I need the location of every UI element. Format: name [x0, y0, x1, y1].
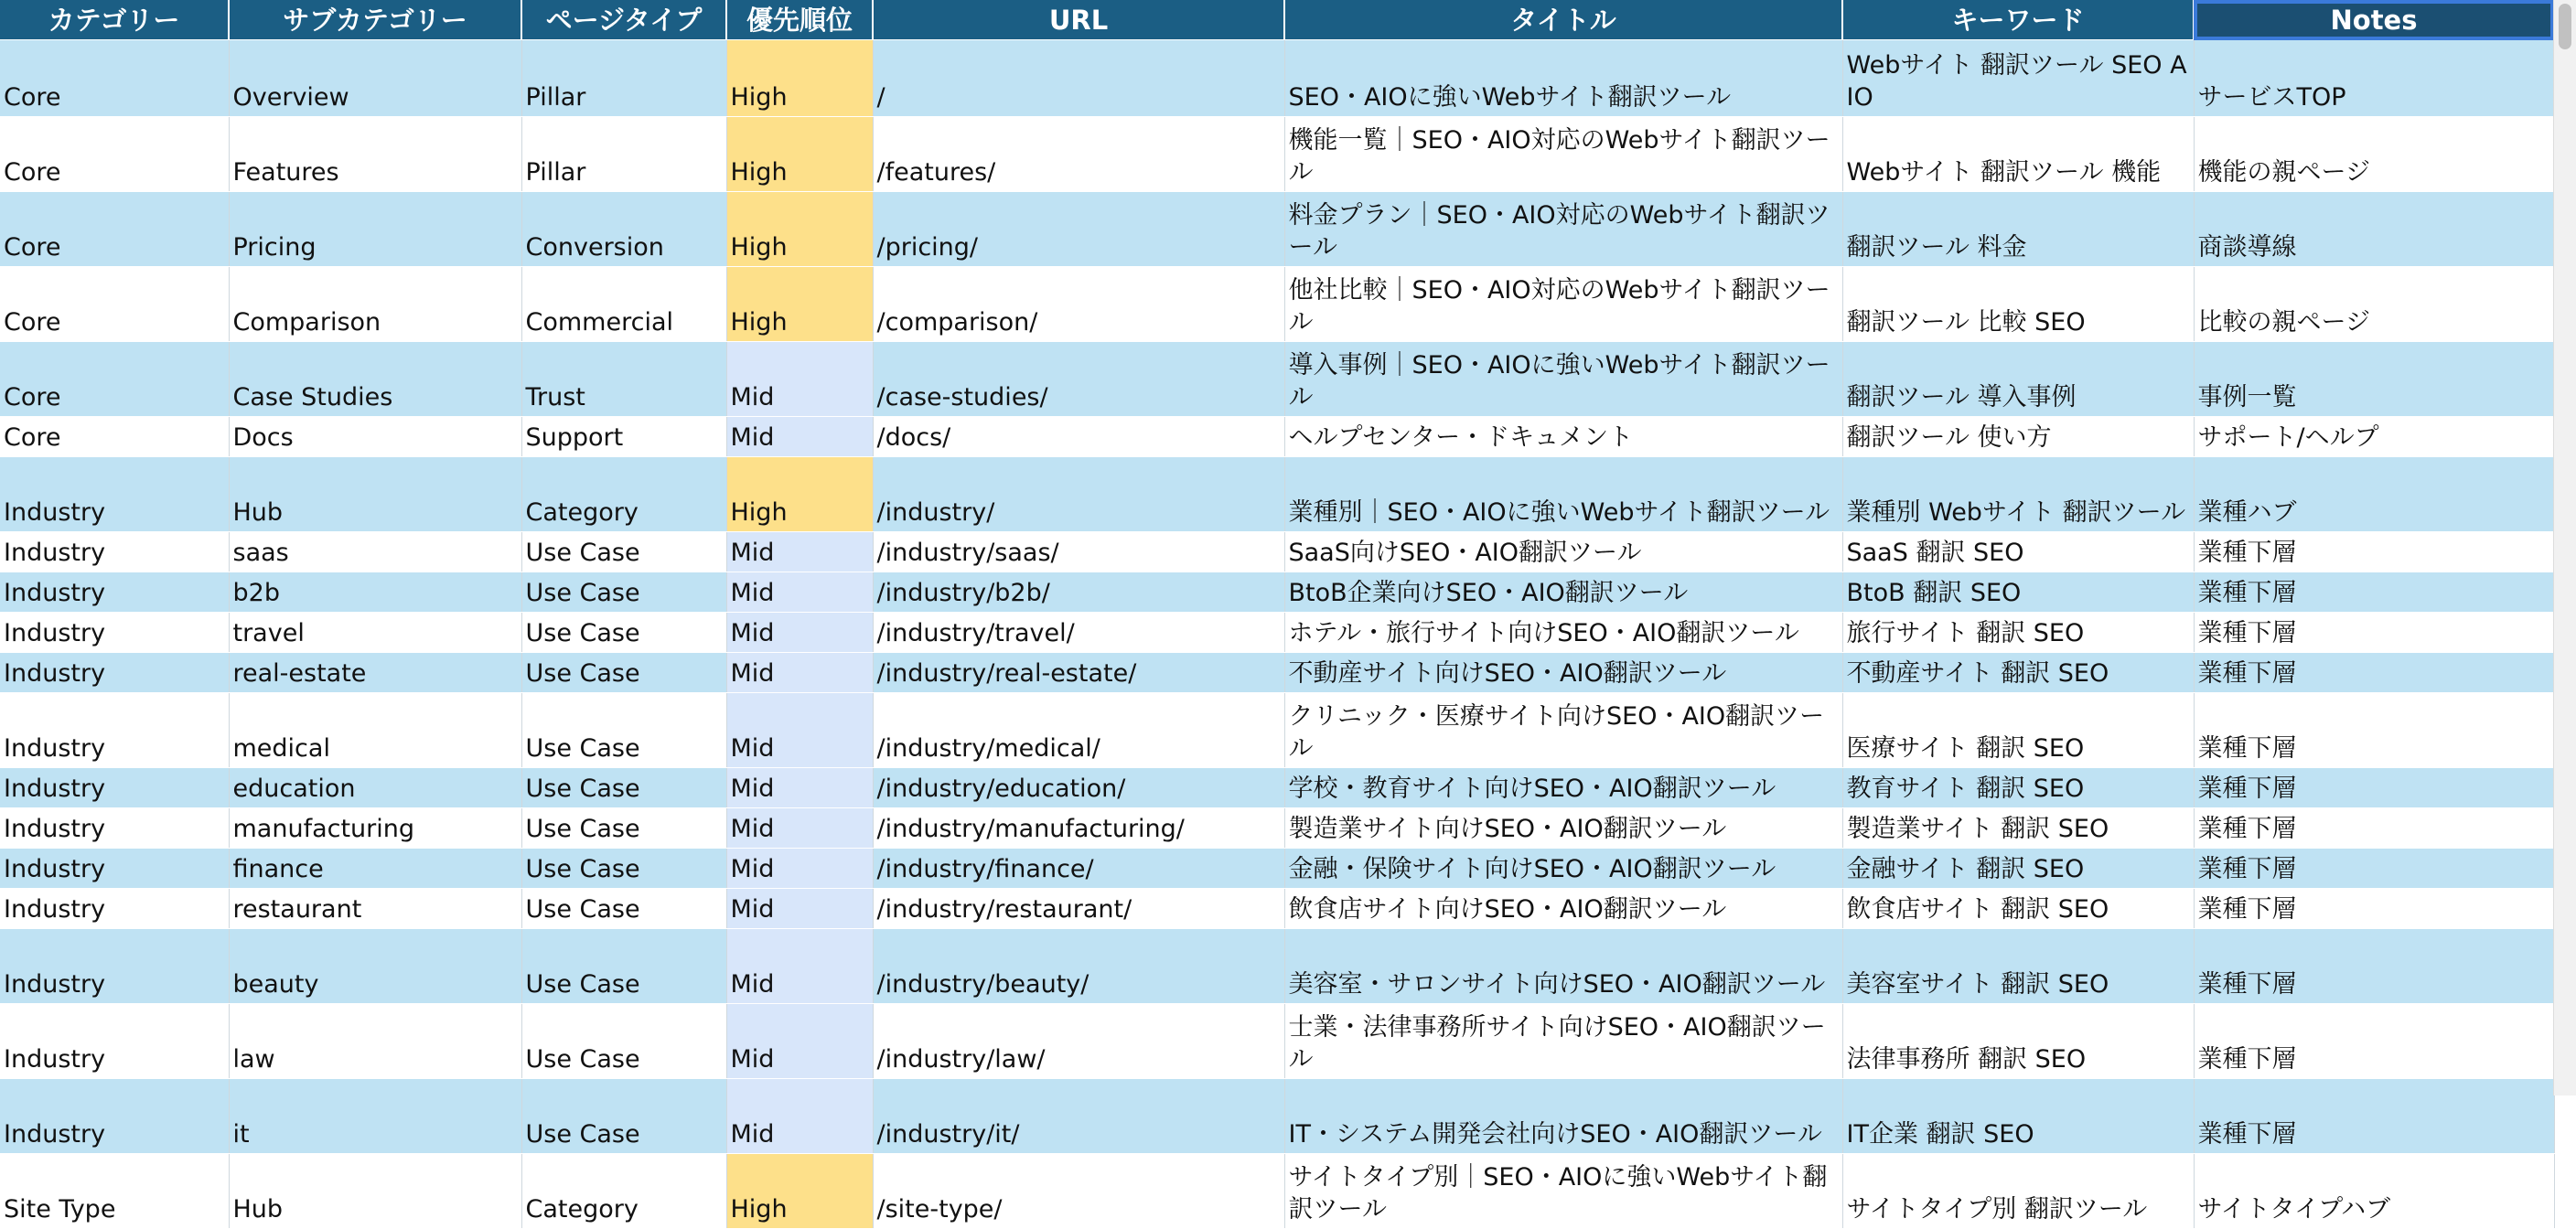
keywords-cell[interactable]: 医療サイト 翻訳 SEO [1842, 693, 2194, 768]
category-cell[interactable]: Industry [0, 929, 229, 1004]
url-cell[interactable]: /site-type/ [873, 1154, 1284, 1229]
category-cell[interactable]: Industry [0, 457, 229, 532]
notes-cell[interactable]: サポート/ヘルプ [2194, 417, 2554, 457]
table-row [0, 417, 2554, 457]
url-cell[interactable]: /industry/law/ [873, 1004, 1284, 1079]
subcategory-cell[interactable]: Features [229, 117, 521, 192]
table-row [0, 613, 2554, 653]
category-cell[interactable]: Core [0, 40, 229, 117]
notes-cell[interactable]: 業種下層 [2194, 889, 2554, 929]
table-row [0, 849, 2554, 889]
notes-cell[interactable]: 商談導線 [2194, 192, 2554, 267]
priority-cell[interactable]: Mid [726, 889, 873, 929]
table-row [0, 572, 2554, 613]
category-cell[interactable]: Industry [0, 613, 229, 653]
url-cell[interactable]: /industry/education/ [873, 768, 1284, 808]
table-body [0, 40, 2554, 1229]
category-cell[interactable]: Industry [0, 889, 229, 929]
url-cell[interactable]: /case-studies/ [873, 342, 1284, 417]
priority-cell[interactable]: Mid [726, 572, 873, 613]
page-type-cell[interactable]: Use Case [521, 1079, 726, 1154]
title-cell[interactable]: 飲食店サイト向けSEO・AIO翻訳ツール [1284, 889, 1842, 929]
header-keywords[interactable]: キーワード [1842, 0, 2194, 40]
subcategory-cell[interactable]: Hub [229, 1154, 521, 1229]
title-cell[interactable]: サイトタイプ別｜SEO・AIOに強いWebサイト翻訳ツール [1284, 1154, 1842, 1229]
header-url[interactable]: URL [873, 0, 1284, 40]
subcategory-cell[interactable]: Comparison [229, 267, 521, 342]
url-cell[interactable]: /industry/beauty/ [873, 929, 1284, 1004]
category-cell[interactable]: Industry [0, 572, 229, 613]
url-cell[interactable]: /industry/travel/ [873, 613, 1284, 653]
subcategory-cell[interactable]: law [229, 1004, 521, 1079]
page-type-cell[interactable]: Use Case [521, 768, 726, 808]
title-cell[interactable]: 士業・法律事務所サイト向けSEO・AIO翻訳ツール [1284, 1004, 1842, 1079]
title-cell[interactable]: 製造業サイト向けSEO・AIO翻訳ツール [1284, 808, 1842, 849]
title-cell[interactable]: 金融・保険サイト向けSEO・AIO翻訳ツール [1284, 849, 1842, 889]
header-row [0, 0, 2554, 40]
subcategory-cell[interactable]: real-estate [229, 653, 521, 693]
priority-cell[interactable]: Mid [726, 1079, 873, 1154]
category-cell[interactable]: Industry [0, 808, 229, 849]
header-notes[interactable]: Notes [2194, 0, 2554, 40]
subcategory-cell[interactable]: medical [229, 693, 521, 768]
category-cell[interactable]: Industry [0, 768, 229, 808]
keywords-cell[interactable]: 翻訳ツール 料金 [1842, 192, 2194, 267]
priority-cell[interactable]: Mid [726, 808, 873, 849]
subcategory-cell[interactable]: education [229, 768, 521, 808]
table-row [0, 1154, 2554, 1229]
table-row [0, 768, 2554, 808]
page-type-cell[interactable]: Use Case [521, 929, 726, 1004]
title-cell[interactable]: 料金プラン｜SEO・AIO対応のWebサイト翻訳ツール [1284, 192, 1842, 267]
page-type-cell[interactable]: Conversion [521, 192, 726, 267]
keywords-cell[interactable]: 業種別 Webサイト 翻訳ツール [1842, 457, 2194, 532]
priority-cell[interactable]: Mid [726, 342, 873, 417]
url-cell[interactable]: /industry/real-estate/ [873, 653, 1284, 693]
keywords-cell[interactable]: 旅行サイト 翻訳 SEO [1842, 613, 2194, 653]
category-cell[interactable]: Core [0, 267, 229, 342]
category-cell[interactable]: Core [0, 117, 229, 192]
subcategory-cell[interactable]: manufacturing [229, 808, 521, 849]
notes-cell[interactable]: 比較の親ページ [2194, 267, 2554, 342]
priority-cell[interactable]: Mid [726, 613, 873, 653]
subcategory-cell[interactable]: Docs [229, 417, 521, 457]
notes-cell[interactable]: 業種下層 [2194, 572, 2554, 613]
category-cell[interactable]: Industry [0, 653, 229, 693]
subcategory-cell[interactable]: Overview [229, 40, 521, 117]
keywords-cell[interactable]: SaaS 翻訳 SEO [1842, 532, 2194, 572]
page-type-cell[interactable]: Use Case [521, 572, 726, 613]
category-cell[interactable]: Industry [0, 532, 229, 572]
subcategory-cell[interactable]: travel [229, 613, 521, 653]
table-row [0, 1004, 2554, 1079]
priority-cell[interactable]: Mid [726, 929, 873, 1004]
url-cell[interactable]: /industry/finance/ [873, 849, 1284, 889]
vertical-scrollbar[interactable] [2553, 0, 2576, 1095]
keywords-cell[interactable]: Webサイト 翻訳ツール 機能 [1842, 117, 2194, 192]
notes-cell[interactable]: 業種下層 [2194, 768, 2554, 808]
table-row [0, 929, 2554, 1004]
title-cell[interactable]: 不動産サイト向けSEO・AIO翻訳ツール [1284, 653, 1842, 693]
notes-cell[interactable]: 機能の親ページ [2194, 117, 2554, 192]
subcategory-cell[interactable]: Pricing [229, 192, 521, 267]
notes-cell[interactable]: 業種下層 [2194, 808, 2554, 849]
title-cell[interactable]: 業種別｜SEO・AIOに強いWebサイト翻訳ツール [1284, 457, 1842, 532]
header-category[interactable]: カテゴリー [0, 0, 229, 40]
page-type-cell[interactable]: Use Case [521, 532, 726, 572]
category-cell[interactable]: Core [0, 342, 229, 417]
page-type-cell[interactable]: Pillar [521, 117, 726, 192]
notes-cell[interactable]: 業種下層 [2194, 1004, 2554, 1079]
title-cell[interactable]: 学校・教育サイト向けSEO・AIO翻訳ツール [1284, 768, 1842, 808]
page-type-cell[interactable]: Use Case [521, 1004, 726, 1079]
scrollbar-thumb[interactable] [2559, 4, 2571, 49]
table-row [0, 653, 2554, 693]
table-row [0, 117, 2554, 192]
title-cell[interactable]: IT・システム開発会社向けSEO・AIO翻訳ツール [1284, 1079, 1842, 1154]
subcategory-cell[interactable]: finance [229, 849, 521, 889]
header-title[interactable]: タイトル [1284, 0, 1842, 40]
notes-cell[interactable]: 業種下層 [2194, 532, 2554, 572]
category-cell[interactable]: Industry [0, 693, 229, 768]
priority-cell[interactable]: Mid [726, 417, 873, 457]
notes-cell[interactable]: 業種下層 [2194, 653, 2554, 693]
category-cell[interactable]: Core [0, 417, 229, 457]
header-page-type[interactable]: ページタイプ [521, 0, 726, 40]
url-cell[interactable]: /features/ [873, 117, 1284, 192]
page-type-cell[interactable]: Use Case [521, 693, 726, 768]
category-cell[interactable]: Industry [0, 1004, 229, 1079]
page-type-cell[interactable]: Commercial [521, 267, 726, 342]
url-cell[interactable]: /industry/saas/ [873, 532, 1284, 572]
keywords-cell[interactable]: IT企業 翻訳 SEO [1842, 1079, 2194, 1154]
table-row [0, 808, 2554, 849]
subcategory-cell[interactable]: b2b [229, 572, 521, 613]
subcategory-cell[interactable]: it [229, 1079, 521, 1154]
page-type-cell[interactable]: Support [521, 417, 726, 457]
priority-cell[interactable]: Mid [726, 653, 873, 693]
subcategory-cell[interactable]: restaurant [229, 889, 521, 929]
subcategory-cell[interactable]: Case Studies [229, 342, 521, 417]
notes-cell[interactable]: 業種下層 [2194, 929, 2554, 1004]
notes-cell[interactable]: サイトタイプハブ [2194, 1154, 2554, 1229]
notes-cell[interactable]: 業種下層 [2194, 693, 2554, 768]
table-row [0, 889, 2554, 929]
keywords-cell[interactable]: BtoB 翻訳 SEO [1842, 572, 2194, 613]
keywords-cell[interactable]: 製造業サイト 翻訳 SEO [1842, 808, 2194, 849]
title-cell[interactable]: クリニック・医療サイト向けSEO・AIO翻訳ツール [1284, 693, 1842, 768]
title-cell[interactable]: 美容室・サロンサイト向けSEO・AIO翻訳ツール [1284, 929, 1842, 1004]
title-cell[interactable]: 他社比較｜SEO・AIO対応のWebサイト翻訳ツール [1284, 267, 1842, 342]
url-cell[interactable]: /industry/manufacturing/ [873, 808, 1284, 849]
title-cell[interactable]: SaaS向けSEO・AIO翻訳ツール [1284, 532, 1842, 572]
page-type-cell[interactable]: Trust [521, 342, 726, 417]
priority-cell[interactable]: Mid [726, 1004, 873, 1079]
subcategory-cell[interactable]: Hub [229, 457, 521, 532]
page-type-cell[interactable]: Pillar [521, 40, 726, 117]
url-cell[interactable]: /industry/ [873, 457, 1284, 532]
page-type-cell[interactable]: Use Case [521, 653, 726, 693]
keywords-cell[interactable]: 飲食店サイト 翻訳 SEO [1842, 889, 2194, 929]
keywords-cell[interactable]: 法律事務所 翻訳 SEO [1842, 1004, 2194, 1079]
priority-cell[interactable]: High [726, 192, 873, 267]
title-cell[interactable]: BtoB企業向けSEO・AIO翻訳ツール [1284, 572, 1842, 613]
page-type-cell[interactable]: Category [521, 1154, 726, 1229]
priority-cell[interactable]: High [726, 40, 873, 117]
category-cell[interactable]: Industry [0, 849, 229, 889]
category-cell[interactable]: Site Type [0, 1154, 229, 1229]
title-cell[interactable]: SEO・AIOに強いWebサイト翻訳ツール [1284, 40, 1842, 117]
page-type-cell[interactable]: Use Case [521, 613, 726, 653]
priority-cell[interactable]: Mid [726, 532, 873, 572]
url-cell[interactable]: /comparison/ [873, 267, 1284, 342]
table-row [0, 40, 2554, 117]
page-type-cell[interactable]: Use Case [521, 889, 726, 929]
url-cell[interactable]: /industry/it/ [873, 1079, 1284, 1154]
table-row [0, 342, 2554, 417]
title-cell[interactable]: 導入事例｜SEO・AIOに強いWebサイト翻訳ツール [1284, 342, 1842, 417]
keywords-cell[interactable]: 不動産サイト 翻訳 SEO [1842, 653, 2194, 693]
keywords-cell[interactable]: 美容室サイト 翻訳 SEO [1842, 929, 2194, 1004]
table-row [0, 457, 2554, 532]
notes-cell[interactable]: 業種ハブ [2194, 457, 2554, 532]
keywords-cell[interactable]: 翻訳ツール 導入事例 [1842, 342, 2194, 417]
priority-cell[interactable]: High [726, 267, 873, 342]
priority-cell[interactable]: High [726, 457, 873, 532]
notes-cell[interactable]: 事例一覧 [2194, 342, 2554, 417]
keywords-cell[interactable]: 金融サイト 翻訳 SEO [1842, 849, 2194, 889]
title-cell[interactable]: ヘルプセンター・ドキュメント [1284, 417, 1842, 457]
subcategory-cell[interactable]: saas [229, 532, 521, 572]
page-type-cell[interactable]: Use Case [521, 808, 726, 849]
url-cell[interactable]: /industry/medical/ [873, 693, 1284, 768]
priority-cell[interactable]: Mid [726, 849, 873, 889]
table-row [0, 267, 2554, 342]
title-cell[interactable]: 機能一覧｜SEO・AIO対応のWebサイト翻訳ツール [1284, 117, 1842, 192]
table-row [0, 192, 2554, 267]
keywords-cell[interactable]: 教育サイト 翻訳 SEO [1842, 768, 2194, 808]
table-row [0, 693, 2554, 768]
page-type-cell[interactable]: Use Case [521, 849, 726, 889]
priority-cell[interactable]: High [726, 117, 873, 192]
subcategory-cell[interactable]: beauty [229, 929, 521, 1004]
keywords-cell[interactable]: 翻訳ツール 使い方 [1842, 417, 2194, 457]
category-cell[interactable]: Industry [0, 1079, 229, 1154]
notes-cell[interactable]: 業種下層 [2194, 1079, 2554, 1154]
url-cell[interactable]: /industry/b2b/ [873, 572, 1284, 613]
priority-cell[interactable]: Mid [726, 768, 873, 808]
title-cell[interactable]: ホテル・旅行サイト向けSEO・AIO翻訳ツール [1284, 613, 1842, 653]
keywords-cell[interactable]: Webサイト 翻訳ツール SEO AIO [1842, 40, 2194, 117]
url-cell[interactable]: / [873, 40, 1284, 117]
url-cell[interactable]: /docs/ [873, 417, 1284, 457]
keywords-cell[interactable]: サイトタイプ別 翻訳ツール [1842, 1154, 2194, 1229]
page-type-cell[interactable]: Category [521, 457, 726, 532]
header-subcategory[interactable]: サブカテゴリー [229, 0, 521, 40]
notes-cell[interactable]: 業種下層 [2194, 849, 2554, 889]
table-row [0, 532, 2554, 572]
category-cell[interactable]: Core [0, 192, 229, 267]
priority-cell[interactable]: Mid [726, 693, 873, 768]
notes-cell[interactable]: サービスTOP [2194, 40, 2554, 117]
priority-cell[interactable]: High [726, 1154, 873, 1229]
keywords-cell[interactable]: 翻訳ツール 比較 SEO [1842, 267, 2194, 342]
url-cell[interactable]: /industry/restaurant/ [873, 889, 1284, 929]
table-row [0, 1079, 2554, 1154]
url-cell[interactable]: /pricing/ [873, 192, 1284, 267]
header-priority[interactable]: 優先順位 [726, 0, 873, 40]
notes-cell[interactable]: 業種下層 [2194, 613, 2554, 653]
